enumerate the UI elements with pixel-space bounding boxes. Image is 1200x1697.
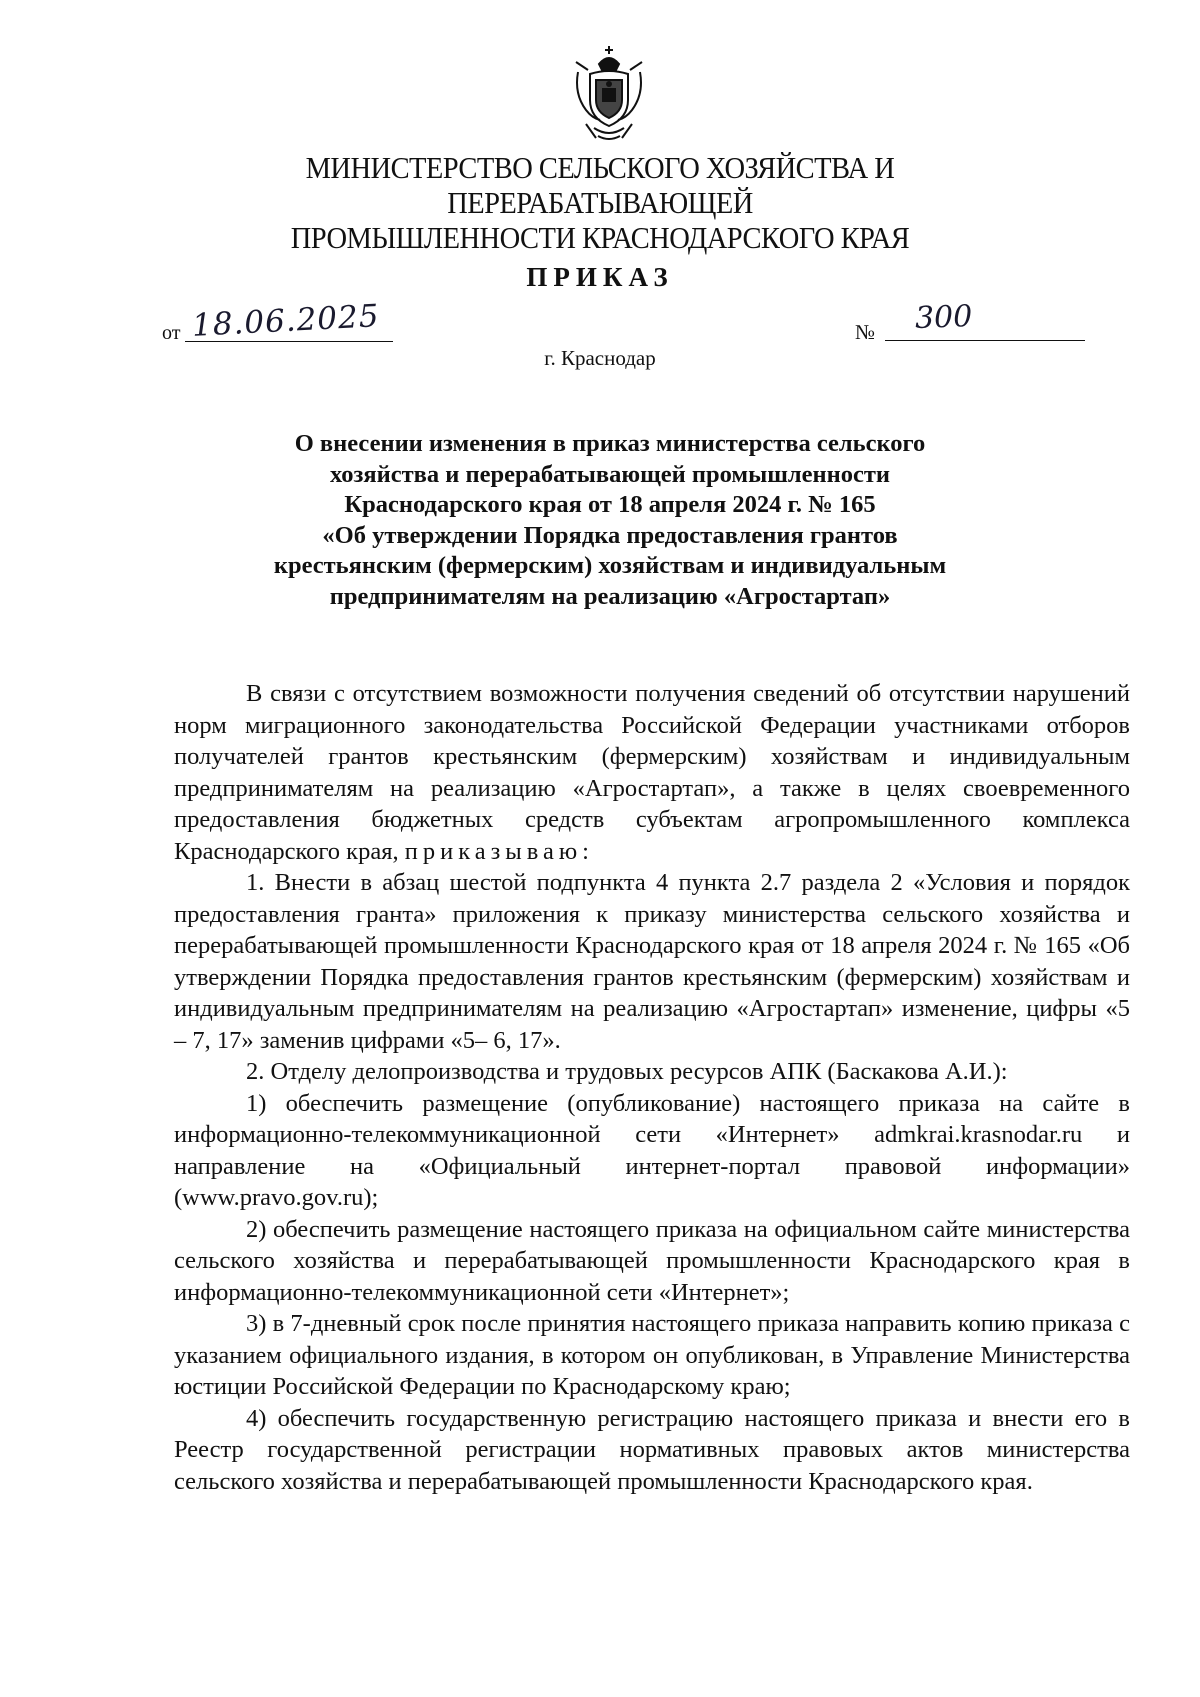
ministry-name	[158, 150, 1041, 255]
city: г. Краснодар	[544, 346, 656, 370]
document-type: ПРИКАЗ	[526, 262, 674, 292]
item-2-1-paragraph: 1) обеспечить размещение (опубликование) настоящего приказа на сайте в информационно-телекоммуникационной сети «Интернет» admkrai.krasnodar.ru и направление на «Официальный интернет-портал правовой информации» (www.pravo.gov.ru);	[174, 1089, 1130, 1211]
item-2-2-paragraph: 2) обеспечить размещение настоящего приказа на официальном сайте министерства сельского хозяйства и перерабатывающей промышленности Краснодарского края в информационно-телекоммуникационной сети «Интернет»;	[174, 1215, 1130, 1306]
subject-line: предпринимателям на реализацию «Агростартап»	[329, 582, 891, 610]
subject-line: хозяйства и перерабатывающей промышленности	[329, 460, 891, 488]
item-2-4-paragraph: 4) обеспечить государственную регистрацию настоящего приказа и внести его в Реестр государственной регистрации нормативных правовых актов министерства сельского хозяйства и перерабатывающей промышленности Краснодарского края.	[174, 1404, 1130, 1495]
date-label: от	[162, 322, 181, 344]
item-2-paragraph: 2. Отделу делопроизводства и трудовых ресурсов АПК (Баскакова А.И.):	[246, 1058, 1008, 1085]
ministry-line-1: МИНИСТЕРСТВО СЕЛЬСКОГО ХОЗЯЙСТВА И ПЕРЕРАБАТЫВАЮЩЕЙ	[305, 150, 895, 220]
handwritten-number: 300	[914, 299, 973, 336]
number-underline	[885, 340, 1085, 341]
preamble-paragraph	[174, 678, 1130, 867]
item-1-paragraph: 1. Внести в абзац шестой подпункта 4 пункта 2.7 раздела 2 «Условия и порядок предоставления гранта» приложения к приказу министерства сельского хозяйства и перерабатывающей промышленности Краснодарского края от 18 апреля 2024 г. № 165 «Об утверждении Порядка предоставления грантов крестьянским (фермерским) хозяйствам и индивидуальным предпринимателям на реализацию «Агростартап» изменение, цифры «5 – 7, 17» заменив цифрами «5– 6, 17».	[174, 869, 1130, 1054]
number-label: №	[855, 320, 876, 344]
order-body	[174, 678, 1130, 1497]
subject-line: Краснодарского края от 18 апреля 2024 г. № 165	[344, 491, 876, 518]
subject-line: крестьянским (фермерским) хозяйствам и индивидуальным	[273, 552, 947, 579]
subject-line: «Об утверждении Порядка предоставления грантов	[322, 521, 898, 549]
handwritten-date: 18.06.2025	[191, 298, 381, 344]
order-subject	[230, 429, 990, 612]
decree-word: приказываю:	[404, 837, 594, 865]
preamble-text: В связи с отсутствием возможности получения сведений об отсутствии нарушений норм миграционного законодательства Российской Федерации участниками отборов получателей грантов крестьянским (фермерским) хозяйствам и индивидуальным предпринимателям на реализацию «Агростартап», а также в целях своевременного предоставления бюджетных средств субъектам агропромышленного комплекса Краснодарского края,	[174, 680, 1130, 865]
item-2-3-paragraph: 3) в 7-дневный срок после принятия настоящего приказа направить копию приказа с указанием официального издания, в котором он опубликован, в Управление Министерства юстиции Российской Федерации по Краснодарскому краю;	[174, 1310, 1130, 1400]
coat-of-arms-icon	[572, 44, 646, 146]
ministry-line-2: ПРОМЫШЛЕННОСТИ КРАСНОДАРСКОГО КРАЯ	[290, 220, 910, 255]
subject-line: О внесении изменения в приказ министерства сельского	[294, 430, 926, 457]
